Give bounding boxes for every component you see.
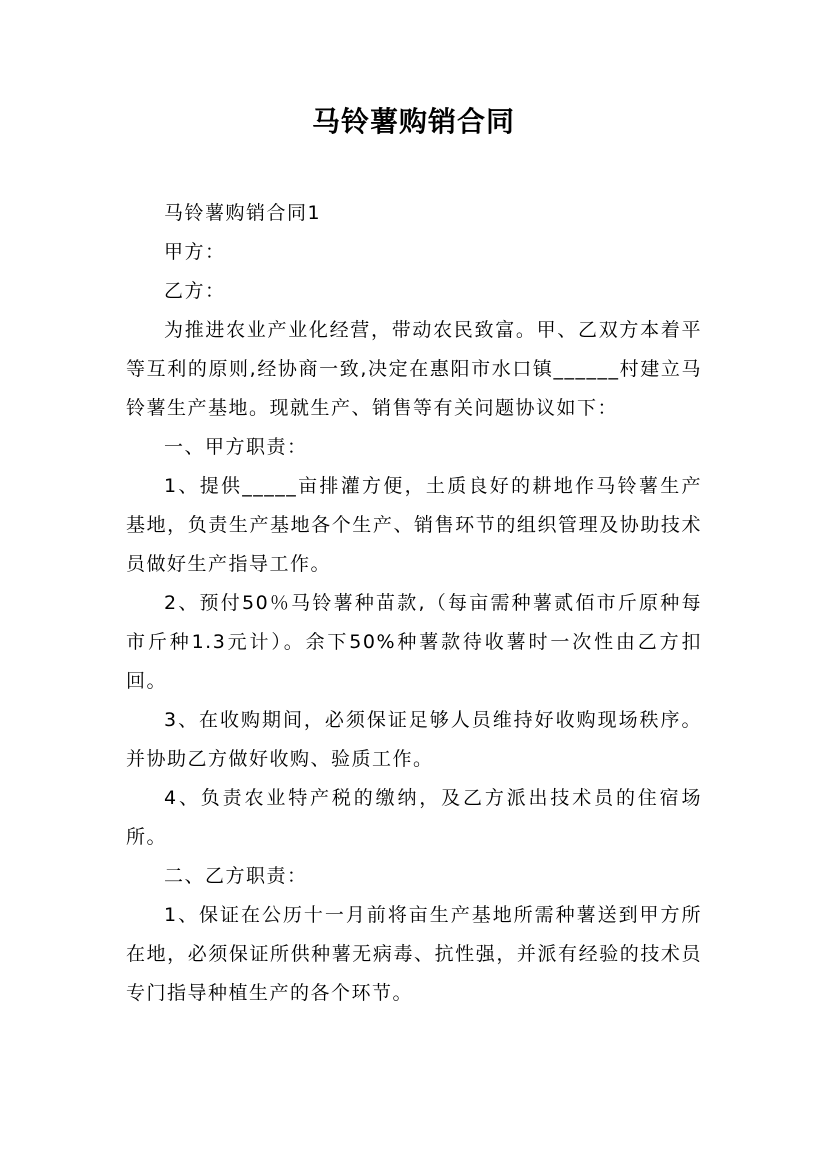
paragraph-subtitle: 马铃薯购销合同1 bbox=[164, 202, 322, 224]
paragraph-a-item-2: 2、预付50％马铃薯种苗款,（每亩需种薯贰佰市斤原种每市斤种1.3元计）。余下50%种薯款待收薯时一次性由乙方扣回。 bbox=[126, 592, 702, 692]
document-body bbox=[126, 194, 702, 1013]
paragraph-a-item-3: 3、在收购期间，必须保证足够人员维持好收购现场秩序。并协助乙方做好收购、验质工作。 bbox=[126, 709, 702, 770]
paragraph-section-a-heading: 一、甲方职责： bbox=[164, 436, 308, 458]
paragraph-preamble: 为推进农业产业化经营，带动农民致富。甲、乙双方本着平等互利的原则,经协商一致,决定在惠阳市水口镇______村建立马铃薯生产基地。现就生产、销售等有关问题协议如下： bbox=[126, 319, 702, 419]
paragraph-section-b-heading: 二、乙方职责： bbox=[164, 865, 308, 887]
paragraph-party-b: 乙方： bbox=[164, 280, 226, 302]
paragraph-party-a: 甲方： bbox=[164, 241, 226, 263]
document-title: 马铃薯购销合同 bbox=[311, 105, 515, 138]
paragraph-b-item-1: 1、保证在公历十一月前将亩生产基地所需种薯送到甲方所在地，必须保证所供种薯无病毒、抗性强，并派有经验的技术员专门指导种植生产的各个环节。 bbox=[126, 904, 702, 1004]
paragraph-a-item-1: 1、提供_____亩排灌方便，土质良好的耕地作马铃薯生产基地，负责生产基地各个生产、销售环节的组织管理及协助技术员做好生产指导工作。 bbox=[126, 475, 702, 575]
paragraph-a-item-4: 4、负责农业特产税的缴纳，及乙方派出技术员的住宿场所。 bbox=[126, 787, 702, 848]
